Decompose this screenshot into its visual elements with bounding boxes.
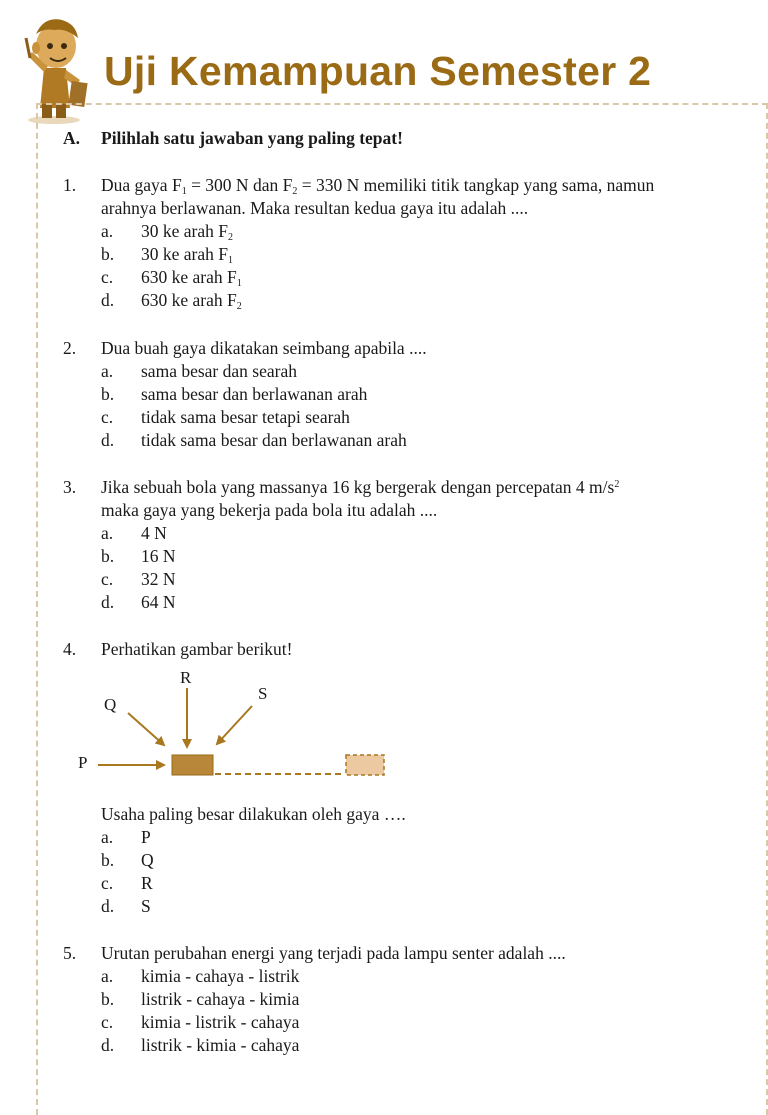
option-text[interactable]: P bbox=[141, 827, 151, 847]
option-letter: b. bbox=[101, 989, 115, 1009]
question-2-number: 2. bbox=[63, 338, 77, 358]
option-letter: d. bbox=[101, 592, 115, 612]
option-text[interactable]: 32 N bbox=[141, 569, 176, 589]
option-letter: b. bbox=[101, 546, 115, 566]
option-letter: c. bbox=[101, 569, 114, 589]
option-text[interactable]: sama besar dan searah bbox=[141, 361, 297, 381]
option-text[interactable]: 630 ke arah $F_1$ bbox=[141, 267, 242, 289]
option-text[interactable]: tidak sama besar dan berlawanan arah bbox=[141, 430, 407, 450]
option-text[interactable]: sama besar dan berlawanan arah bbox=[141, 384, 368, 404]
question-2-text: Dua buah gaya dikatakan seimbang apabila .... bbox=[101, 338, 427, 358]
option-letter: b. bbox=[101, 850, 115, 870]
question-4-prompt: Usaha paling besar dilakukan oleh gaya …. bbox=[101, 804, 406, 824]
option-text[interactable]: listrik - kimia - cahaya bbox=[141, 1035, 300, 1055]
question-5-text: Urutan perubahan energi yang terjadi pada lampu senter adalah .... bbox=[101, 943, 566, 963]
option-text[interactable]: 30 ke arah $F_2$ bbox=[141, 221, 233, 243]
option-text[interactable]: kimia - listrik - cahaya bbox=[141, 1012, 300, 1032]
option-letter: c. bbox=[101, 1012, 114, 1032]
option-text[interactable]: S bbox=[141, 896, 151, 916]
force-arrow-q bbox=[128, 713, 164, 745]
question-3-line-1: Jika sebuah bola yang massanya 16 kg bergerak dengan percepatan 4 $m/s^2$ bbox=[101, 477, 620, 497]
option-letter: d. bbox=[101, 290, 115, 310]
option-text[interactable]: 30 ke arah $F_1$ bbox=[141, 244, 233, 266]
option-letter: a. bbox=[101, 523, 114, 543]
option-letter: a. bbox=[101, 966, 114, 986]
option-letter: b. bbox=[101, 244, 115, 264]
option-text[interactable]: 16 N bbox=[141, 546, 176, 566]
option-letter: d. bbox=[101, 430, 115, 450]
force-diagram-graphic bbox=[72, 662, 402, 786]
force-arrow-s bbox=[217, 706, 252, 744]
option-text[interactable]: 64 N bbox=[141, 592, 176, 612]
question-4-text: Perhatikan gambar berikut! bbox=[101, 639, 293, 659]
option-letter: c. bbox=[101, 267, 114, 287]
question-4-number: 4. bbox=[63, 639, 77, 659]
label-q: Q bbox=[104, 695, 117, 714]
option-text[interactable]: tidak sama besar tetapi searah bbox=[141, 407, 350, 427]
option-letter: a. bbox=[101, 827, 114, 847]
option-letter: d. bbox=[101, 1035, 115, 1055]
option-text[interactable]: R bbox=[141, 873, 153, 893]
label-p: P bbox=[78, 753, 88, 772]
page-title: Uji Kemampuan Semester 2 bbox=[104, 48, 652, 94]
section-instruction: Pilihlah satu jawaban yang paling tepat! bbox=[101, 128, 403, 148]
option-letter: d. bbox=[101, 896, 115, 916]
force-diagram bbox=[72, 662, 402, 786]
option-letter: a. bbox=[101, 221, 114, 241]
question-3-line-2: maka gaya yang bekerja pada bola itu adalah .... bbox=[101, 500, 438, 520]
question-1-number: 1. bbox=[63, 175, 77, 195]
block-initial bbox=[172, 755, 213, 775]
question-1-line-2: arahnya berlawanan. Maka resultan kedua gaya itu adalah .... bbox=[101, 198, 529, 218]
label-s: S bbox=[258, 684, 268, 703]
section-letter: A. bbox=[63, 128, 81, 148]
option-text[interactable]: Q bbox=[141, 850, 154, 870]
option-letter: b. bbox=[101, 384, 115, 404]
option-text[interactable]: 4 N bbox=[141, 523, 167, 543]
option-letter: a. bbox=[101, 361, 114, 381]
option-text[interactable]: 630 ke arah $F_2$ bbox=[141, 290, 242, 312]
question-3-number: 3. bbox=[63, 477, 77, 497]
option-letter: c. bbox=[101, 407, 114, 427]
question-5-number: 5. bbox=[63, 943, 77, 963]
label-r: R bbox=[180, 668, 192, 687]
block-final bbox=[346, 755, 384, 775]
option-text[interactable]: listrik - cahaya - kimia bbox=[141, 989, 300, 1009]
option-text[interactable]: kimia - cahaya - listrik bbox=[141, 966, 300, 986]
option-letter: c. bbox=[101, 873, 114, 893]
question-1-line-1: Dua gaya $F_1 = 300$ N dan $F_2 = 330$ N memiliki titik tangkap yang sama, namun bbox=[101, 175, 655, 197]
